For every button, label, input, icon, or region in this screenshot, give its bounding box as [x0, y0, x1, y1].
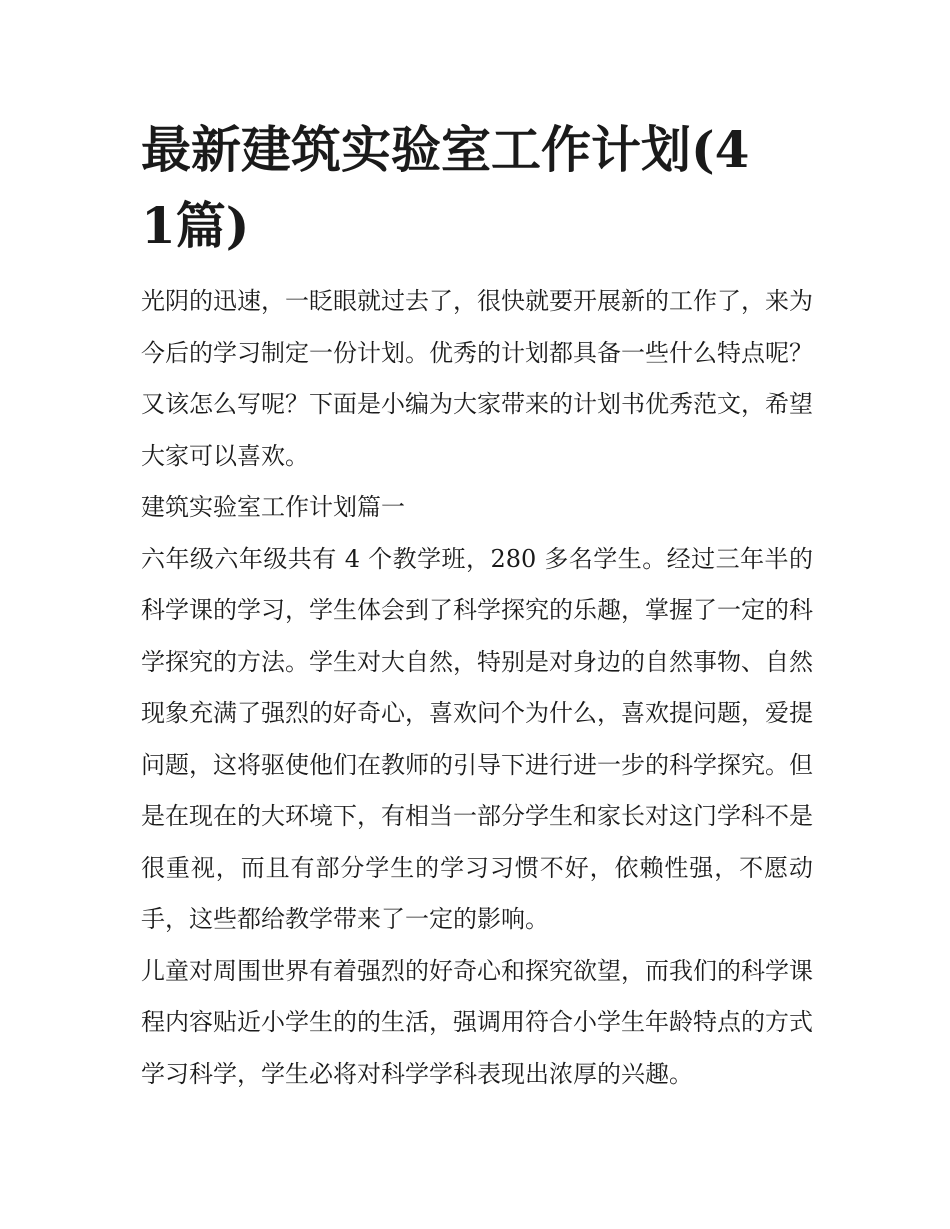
document-title: 最新建筑实验室工作计划(41篇) — [141, 120, 750, 255]
body-paragraph: 六年级六年级共有 4 个教学班，280 多名学生。经过三年半的科学课的学习，学生体会到了科学探究的乐趣，掌握了一定的科学探究的方法。学生对大自然，特别是对身边的自然事物、自然现象充满了强烈的好奇心，喜欢问个为什么，喜欢提问题，爱提问题，这将驱使他们在教师的引导下进行进一步的科学探究。但是在现在的大环境下，有相当一部分学生和家长对这门学科不是很重视，而且有部分学生的学习习惯不好，依赖性强，不愿动手，这些都给教学带来了一定的影响。 — [141, 544, 813, 933]
section-heading: 建筑实验室工作计划篇一 — [141, 493, 405, 521]
body-paragraph: 儿童对周围世界有着强烈的好奇心和探究欲望，而我们的科学课程内容贴近小学生的的生活，强调用符合小学生年龄特点的方式学习科学，学生必将对科学学科表现出浓厚的兴趣。 — [141, 956, 813, 1088]
intro-paragraph: 光阴的迅速，一眨眼就过去了，很快就要开展新的工作了，来为今后的学习制定一份计划。优秀的计划都具备一些什么特点呢？又该怎么写呢？下面是小编为大家带来的计划书优秀范文，希望大家可以喜欢。 — [141, 287, 813, 470]
document-content — [141, 112, 813, 1100]
